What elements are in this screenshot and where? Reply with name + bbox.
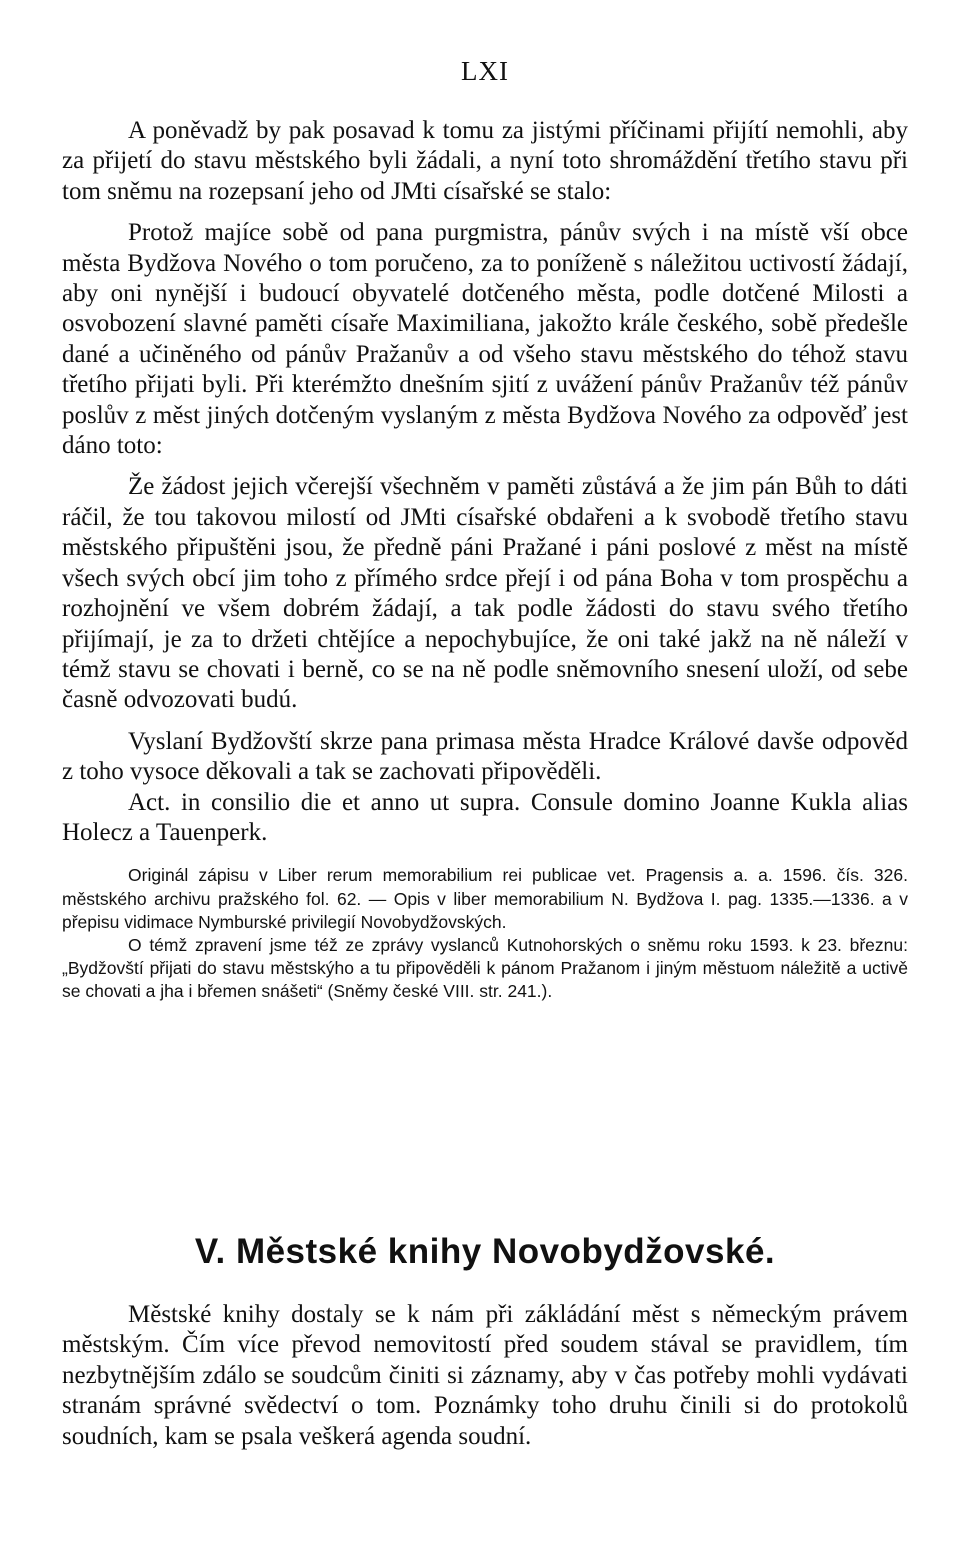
source-note-2: O témž zpravení jsme též ze zprávy vyslanců Kutnohorských o sněmu roku 1593. k 23. březnu: „Bydžovští přijati do stavu městskýho a tu připověděli k pánom Pražanom i jiným městuom náležitě a uctivě se chovati a jha i břemen snášeti“ (Sněmy české VIII. str. 241.).: [62, 934, 908, 1002]
source-note-1: Originál zápisu v Liber rerum memorabilium rei publicae vet. Pragensis a. a. 1596. čís. 326. městského archivu pražského fol. 62. — Opis v liber memorabilium N. Bydžova I. pag. 1335.—1336. a v přepisu vidimace Nymburské privilegií Novobydžovských.: [62, 865, 908, 932]
paragraph-2: Protož majíce sobě od pana purgmistra, pánův svých i na místě vší obce města Bydžova Nového o tom poručeno, za to poníženě s náležitou uctivostí žádají, aby oni nynější i budoucí obyvatelé dotčeného města, podle dotčené Milosti a osvobození slavné paměti císaře Maximiliana, jakožto krále českého, sobě předešle dané a učiněného od pánův Pražanův a od všeho stavu městského do téhož stavu třetího přijati byli. Při kterémžto dnešním sjití z uvážení pánův Pražanův též pánův poslův z měst jiných dotčeným vyslaným z města Bydžova Nového za odpověď jest dáno toto:: [62, 219, 908, 460]
document-page: [62, 0, 908, 1548]
source-notes: [62, 864, 908, 1003]
paragraph-1: A poněvadž by pak posavad k tomu za jistými příčinami přijítí nemohli, aby za přijetí do stavu městského byli žádali, a nyní toto shromáždění třetího stavu při tom sněmu na rozepsaní jeho od JMti císařské se stalo:: [62, 117, 908, 205]
document-body: [62, 116, 908, 1004]
section-heading: V. Městské knihy Novobydžovské.: [194, 1232, 776, 1271]
paragraph-4: Vyslaní Bydžovští skrze pana primasa města Hradce Králové davše odpověd z toho vysoce děkovali a tak se zachovati připověděli.: [62, 727, 908, 786]
paragraph-5: Act. in consilio die et anno ut supra. Consule domino Joanne Kukla alias Holecz a Tauenperk.: [62, 788, 908, 846]
section-paragraph: Městské knihy dostaly se k nám při zákládání měst s německým právem městským. Čím více převod nemovitostí před soudem stával se pravidlem, tím nezbytnějším zdálo se soudcům činiti si záznamy, aby v čas potřeby mohli vydávati stranám správné svědectví o tom. Poznámky toho druhu činili si do protokolů soudních, kam se psala veškerá agenda soudní.: [62, 1301, 908, 1450]
section-body: [62, 1300, 908, 1452]
paragraph-3: Že žádost jejich včerejší všechněm v paměti zůstává a že jim pán Bůh to dáti ráčil, že tou takovou milostí od JMti císařské obdařeni a k svobodě třetího stavu městského připuštěni jsou, že předně páni Pražané i páni poslové z měst na místě všech svých obcí jim toho z přímého srdce přejí i od pána Boha v tom prospěchu a rozhojnění ve všem dobrém žádají, a tak podle žádosti do stavu svého třetího přijímají, je za to držeti chtějíce a nepochybujíce, že oni také jakž na ně náleží v témž stavu se chovati i berně, co se na ně podle sněmovního snesení uloží, od sebe časně odvozovati budú.: [62, 473, 908, 714]
page-number: LXI: [461, 56, 509, 86]
